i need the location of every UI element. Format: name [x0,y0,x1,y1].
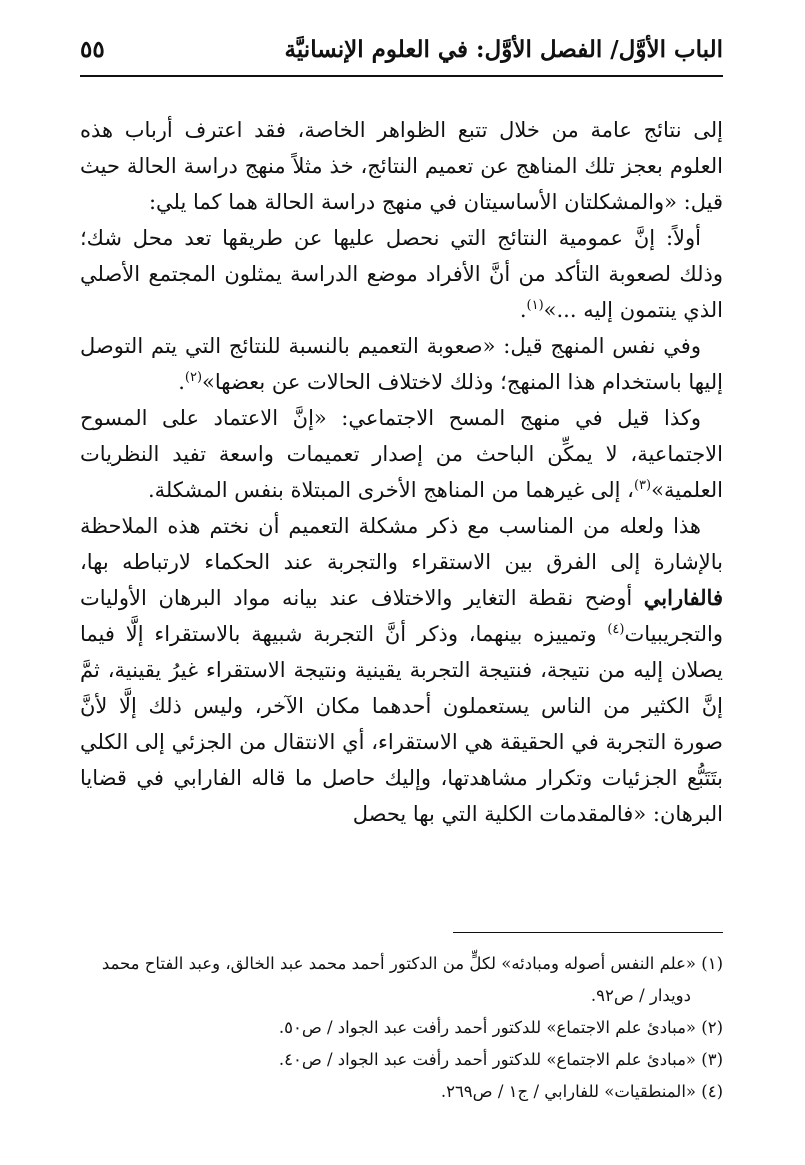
footnote-2: (٢) «مبادئ علم الاجتماع» للدكتور أحمد رأفت عبد الجواد / ص٥٠. [278,1018,723,1037]
bold-name-farabi: فالفارابي [643,585,723,610]
footnotes [80,948,723,1108]
footnote-3: (٣) «مبادئ علم الاجتماع» للدكتور أحمد رأفت عبد الجواد / ص٤٠. [278,1050,723,1069]
header-divider [80,75,723,77]
footnote-1: (١) «علم النفس أصوله ومبادئه» لكلٍّ من الدكتور أحمد محمد عبد الخالق، وعبد الفتاح محمد دويدار / ص٩٢. [101,954,723,1005]
paragraph-2: أولاً: إنَّ عمومية النتائج التي نحصل عليها عن طريقها تعد محل شك؛ وذلك لصعوبة التأكد من أنَّ الأفراد موضع الدراسة يمثلون المجتمع الأصلي الذي ينتمون إليه ...»$^{(١)}$. [80,226,723,322]
footnote-ref-1: (١) [526,298,544,313]
footnote-ref-4: (٤) [607,622,625,637]
paragraph-5: هذا ولعله من المناسب مع ذكر مشكلة التعميم أن نختم هذه الملاحظة بالإشارة إلى الفرق بين الاستقراء والتجربة عند الحكماء لارتباطه بها، فالفارابي أوضح نقطة التغاير والاختلاف عند بيانه مواد البرهان الأوليات والتجريبيات$^{(٤)}$ وتمييزه بينهما، وذكر أنَّ التجربة شبيهة بالاستقراء إلَّا فيما يصلان إليه من نتيجة، فنتيجة التجربة يقينية ونتيجة الاستقراء غيرُ يقينية، ثمَّ إنَّ الكثير من الناس يستعملون أحدهما مكان الآخر، وليس ذلك إلَّا لأنَّ صورة التجربة في الحقيقة هي الاستقراء، أي الانتقال من الجزئي إلى الكلي بتَتَبُّع الجزئيات وتكرار مشاهدتها، وإليك حاصل ما قاله الفارابي في قضايا البرهان: «فالمقدمات الكلية التي بها يحصل [80,514,723,826]
paragraph-4: وكذا قيل في منهج المسح الاجتماعي: «إنَّ الاعتماد على المسوح الاجتماعية، لا يمكِّن الباحث من إصدار تعميمات واسعة تفيد النظريات العلمية»$^{(٣)}$، إلى غيرهما من المناهج الأخرى المبتلاة بنفس المشكلة. [80,406,723,502]
paragraph-3: وفي نفس المنهج قيل: «صعوبة التعميم بالنسبة للنتائج التي يتم التوصل إليها باستخدام هذا المنهج؛ وذلك لاختلاف الحالات عن بعضها»$^{(٢)}$. [80,334,723,394]
header-title: الباب الأوَّل/ الفصل الأوَّل: في العلوم الإنسانيَّة [284,36,723,63]
paragraph-1: إلى نتائج عامة من خلال تتبع الظواهر الخاصة، فقد اعترف أرباب هذه العلوم بعجز تلك المناهج عن تعميم النتائج، خذ مثلاً منهج دراسة الحالة حيث قيل: «والمشكلتان الأساسيتان في منهج دراسة الحالة هما كما يلي: [80,118,723,214]
running-header [80,30,723,72]
footnote-ref-2: (٢) [184,370,203,385]
footnote-4: (٤) «المنطقيات» للفارابي / ج١ / ص٢٦٩. [440,1082,723,1101]
main-text [80,112,723,832]
footnote-divider [453,932,723,933]
page-number: ٥٥ [80,36,105,63]
footnote-ref-3: (٣) [633,478,652,493]
